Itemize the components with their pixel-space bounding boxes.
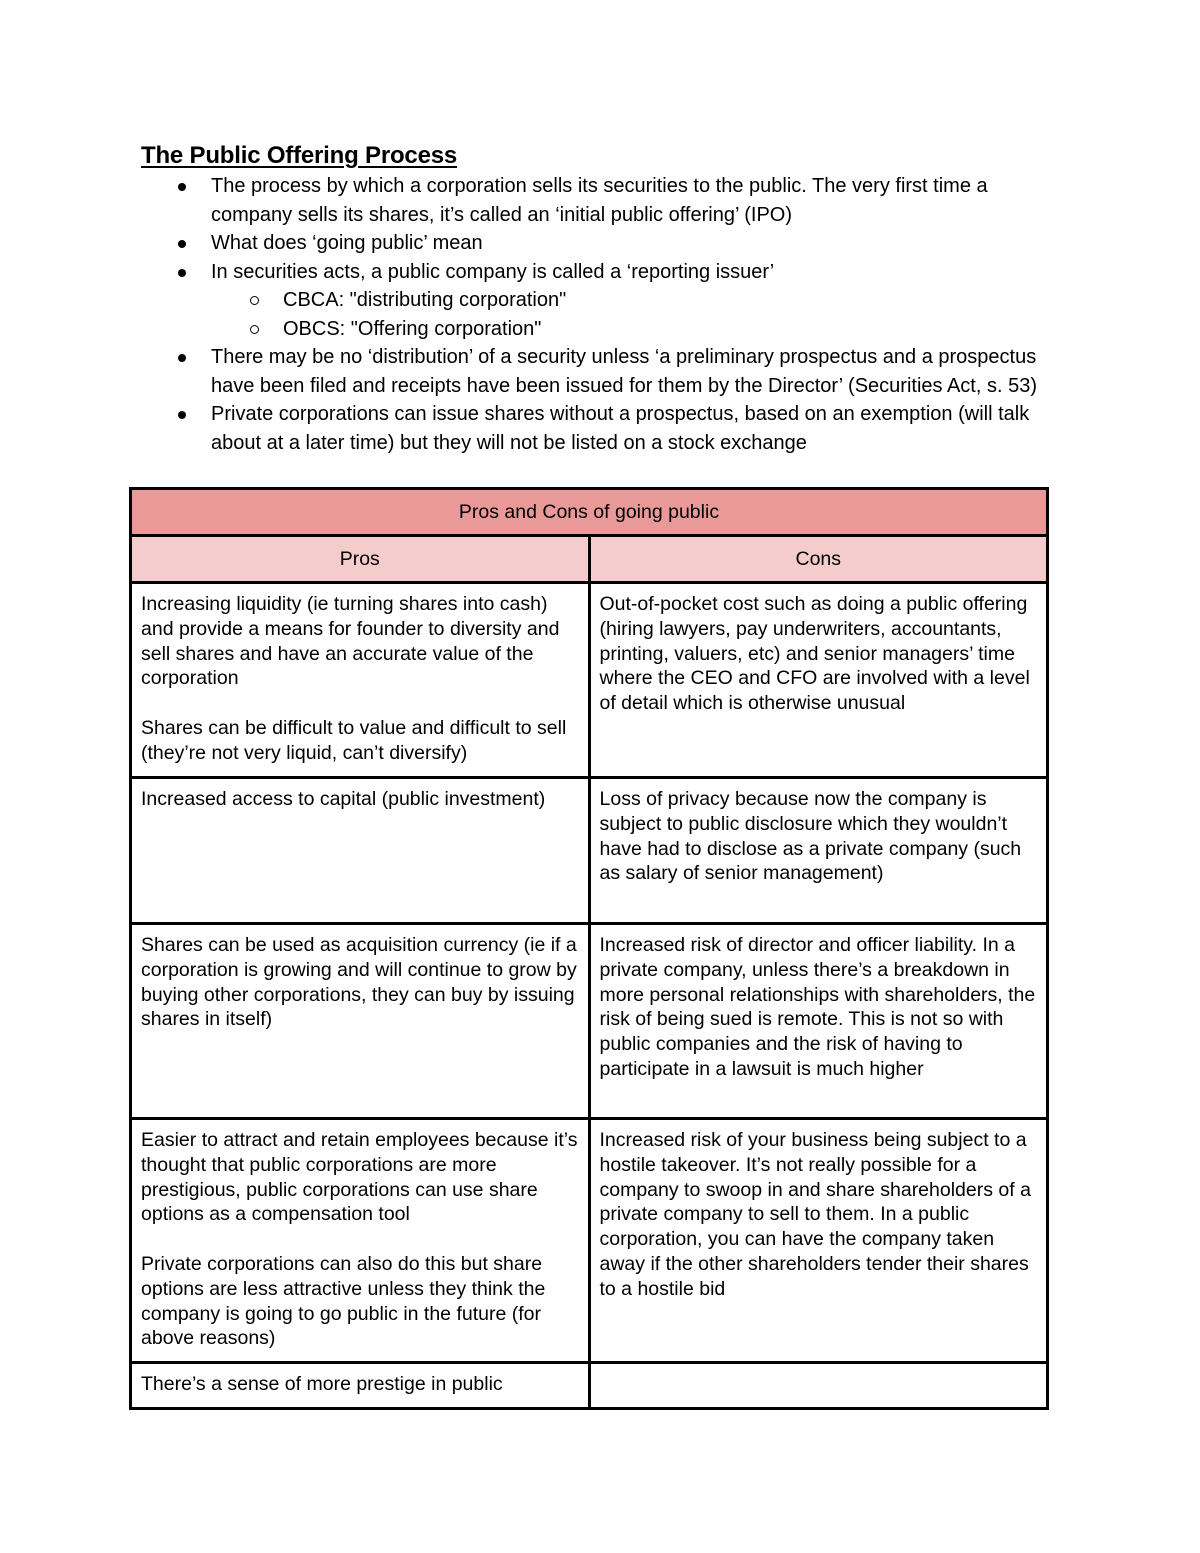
cell-paragraph: Private corporations can also do this but share options are less attractive unless they think the company is going to go public in the future (for above reasons) xyxy=(141,1252,546,1350)
bullet-dot-icon xyxy=(178,240,186,248)
hollow-bullet-icon xyxy=(250,325,259,334)
bullet-item xyxy=(141,229,1071,258)
cons-cell xyxy=(589,583,1048,778)
cell-paragraph: Increased risk of your business being subject to a hostile takeover. It’s not really possible for a company to swoop in and share shareholders of a private company to sell to them. In a public corporation, you can have the company taken away if the other shareholders tender their shares to a hostile bid xyxy=(599,1129,1031,1300)
bullet-list xyxy=(141,172,1071,457)
cell-paragraph: Shares can be used as acquisition currency (ie if a corporation is growing and will continue to grow by buying other corporations, they can buy by issuing shares in itself) xyxy=(141,934,577,1031)
column-header-pros: Pros xyxy=(131,536,590,583)
bullet-item xyxy=(141,343,1071,400)
cell-paragraph: Easier to attract and retain employees because it’s thought that public corporations are more prestigious, public corporations can use share options as a compensation tool xyxy=(141,1129,578,1226)
cell-paragraph: There’s a sense of more prestige in public xyxy=(141,1373,503,1395)
hollow-bullet-icon xyxy=(250,296,259,305)
cell-paragraph: Shares can be difficult to value and difficult to sell (they’re not very liquid, can’t diversify) xyxy=(141,716,567,764)
pros-cell xyxy=(131,1363,590,1409)
sub-bullet-item xyxy=(141,286,1071,315)
cell-paragraph: Increased risk of director and officer liability. In a private company, unless there’s a breakdown in more personal relationships with shareholders, the risk of being sued is remote. This is not so with public companies and the risk of having to participate in a lawsuit is much higher xyxy=(599,934,1036,1080)
bullet-dot-icon xyxy=(178,269,186,277)
column-header-cons: Cons xyxy=(589,536,1048,583)
table-row xyxy=(131,1119,1048,1363)
bullet-dot-icon xyxy=(178,411,186,419)
table-caption-row xyxy=(131,489,1048,536)
table-row xyxy=(131,778,1048,924)
cell-paragraph: Out-of-pocket cost such as doing a public offering (hiring lawyers, pay underwriters, accountants, printing, valuers, etc) and senior managers’ time where the CEO and CFO are involved with a level of detail which is otherwise unusual xyxy=(599,593,1030,715)
cell-paragraph: Loss of privacy because now the company is subject to public disclosure which they wouldn’t have had to disclose as a private company (such as salary of senior management) xyxy=(599,788,1022,885)
pros-cell xyxy=(131,778,590,924)
bullet-text: Private corporations can issue shares without a prospectus, based on an exemption (will talk about at a later time) but they will not be listed on a stock exchange xyxy=(211,403,1030,454)
bullet-dot-icon xyxy=(178,183,186,191)
bullet-item xyxy=(141,258,1071,287)
bullet-item xyxy=(141,400,1071,457)
table-row xyxy=(131,1363,1048,1409)
table-row xyxy=(131,583,1048,778)
cell-paragraph: Increased access to capital (public investment) xyxy=(141,788,546,810)
bullet-text: In securities acts, a public company is called a ‘reporting issuer’ xyxy=(211,260,775,283)
pros-cell xyxy=(131,583,590,778)
bullet-text: There may be no ‘distribution’ of a security unless ‘a preliminary prospectus and a prospectus have been filed and receipts have been issued for them by the Director’ (Securities Act, s. 53) xyxy=(211,346,1037,397)
page-title: The Public Offering Process xyxy=(141,142,458,169)
table-header-row xyxy=(131,536,1048,583)
bullet-text: The process by which a corporation sells its securities to the public. The very first time a company sells its shares, it’s called an ‘initial public offering’ (IPO) xyxy=(211,175,988,226)
pros-cell xyxy=(131,1119,590,1363)
cons-cell-empty xyxy=(589,1363,1048,1409)
pros-cons-table xyxy=(129,487,1049,1410)
sub-bullet-item xyxy=(141,315,1071,344)
bullet-text: OBCS: "Offering corporation" xyxy=(283,317,542,340)
bullet-item xyxy=(141,172,1071,229)
cons-cell xyxy=(589,924,1048,1119)
table-caption: Pros and Cons of going public xyxy=(131,489,1048,536)
cons-cell xyxy=(589,778,1048,924)
table-row xyxy=(131,924,1048,1119)
bullet-text: CBCA: "distributing corporation" xyxy=(283,289,567,311)
bullet-dot-icon xyxy=(178,354,186,362)
cell-paragraph: Increasing liquidity (ie turning shares into cash) and provide a means for founder to diversity and sell shares and have an accurate value of the corporation xyxy=(141,593,560,690)
pros-cell xyxy=(131,924,590,1119)
bullet-text: What does ‘going public’ mean xyxy=(211,232,483,254)
cons-cell xyxy=(589,1119,1048,1363)
